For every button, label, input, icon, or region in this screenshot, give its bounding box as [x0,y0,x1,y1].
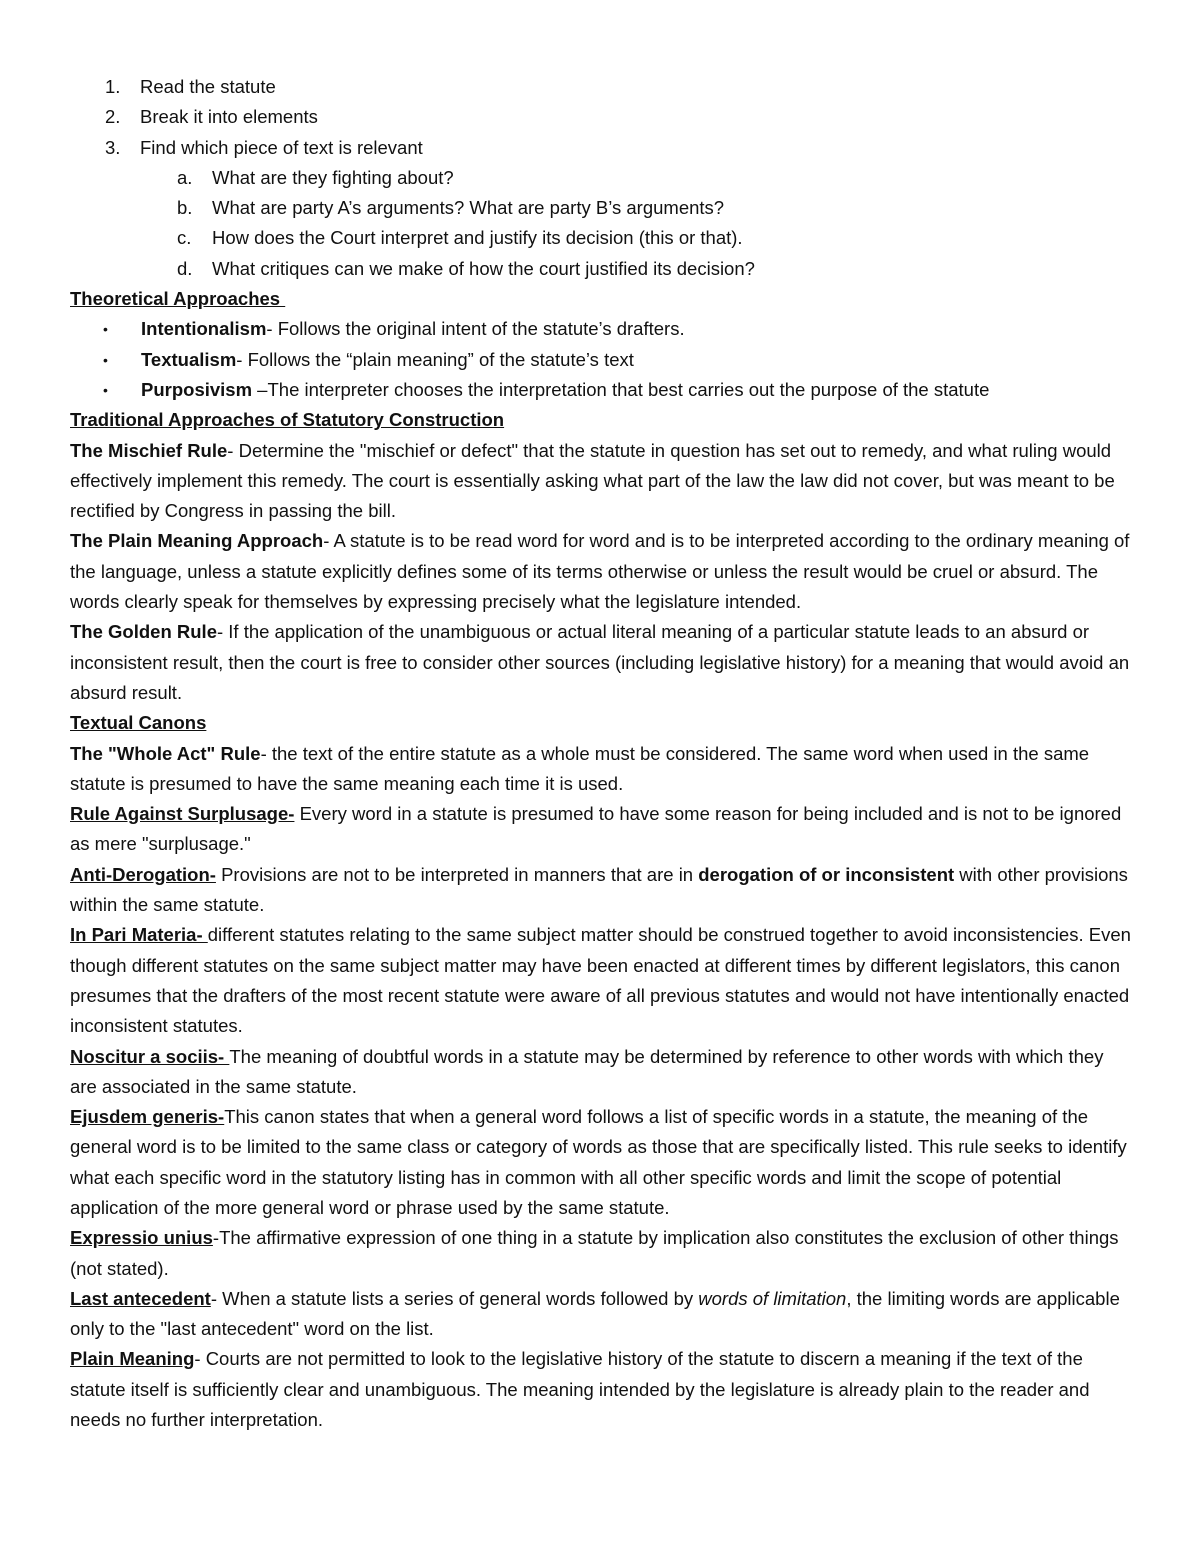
term: In Pari Materia- [70,924,208,946]
list-item-text: What are party A’s arguments? What are party B’s arguments? [212,197,725,219]
definition-bold: derogation of or inconsistent [698,863,955,885]
paragraph-ejusdem-generis [70,1102,1135,1223]
definition-part: with other provisions within the same statute. [70,863,1128,916]
definition: -The affirmative expression of one thing in a statute by implication also constitutes the exclusion of other things (not stated). [70,1227,1119,1279]
definition: - A statute is to be read word for word and is to be interpreted according to the ordinary meaning of the language, unless a statute explicitly defines some of its terms otherwise or unless the result would be cruel or absurd. The words clearly speak for themselves by expressing precisely what the legislature intended. [70,530,1130,613]
term: Anti-Derogation- [70,863,216,885]
definition-part: - When a statute lists a series of general words followed by [210,1287,699,1309]
paragraph-expressio-unius [70,1223,1135,1284]
sub-list-item [70,163,1135,193]
bullet-item [70,345,1135,375]
section-heading-theoretical [70,284,1135,314]
paragraph-mischief-rule [70,436,1135,527]
heading-text: Textual Canons [70,712,207,734]
definition: - Follows the original intent of the statute’s drafters. [266,318,685,340]
definition-part: Provisions are not to be interpreted in manners that are in [215,863,699,885]
term: The Plain Meaning Approach [70,530,324,552]
list-marker: 2. [105,106,121,128]
document-page [70,72,1135,1435]
term: Last antecedent [70,1287,211,1309]
term: Intentionalism [141,318,267,340]
list-marker: c. [177,227,192,249]
list-item-text: Break it into elements [140,106,318,128]
list-marker: b. [177,197,193,219]
list-marker: a. [177,166,193,188]
sub-list-item [70,223,1135,253]
bullet-marker: • [103,321,108,338]
list-item-text: What are they fighting about? [212,166,454,188]
list-item-text: Read the statute [140,76,276,97]
paragraph-whole-act-rule [70,739,1135,800]
term: The "Whole Act" Rule [70,742,261,764]
paragraph-noscitur-a-sociis [70,1042,1135,1103]
term: Rule Against Surplusage- [70,803,295,825]
term: The Mischief Rule [70,439,228,461]
list-item [70,72,1135,102]
definition: - Follows the “plain meaning” of the statute’s text [236,348,634,370]
definition: Every word in a statute is presumed to have some reason for being included and is not to be ignored as mere "surplusage." [70,803,1122,855]
list-marker: d. [177,257,193,279]
term: Plain Meaning [70,1348,195,1370]
term: Textualism [141,348,237,370]
paragraph-anti-derogation [70,860,1135,921]
list-item-text: Find which piece of text is relevant [140,136,423,158]
list-item-text: What critiques can we make of how the court justified its decision? [212,257,755,279]
term: Purposivism [141,378,253,400]
paragraph-rule-against-surplusage [70,799,1135,860]
definition: This canon states that when a general word follows a list of specific words in a statute, the meaning of the general word is to be limited to the same class or category of words as those that are specifically listed. This rule seeks to identify what each specific word in the statutory listing has in common with all other specific words and limit the scope of potential application of the more general word or phrase used by the same statute. [70,1106,1127,1218]
list-item [70,102,1135,132]
term: Expressio unius [70,1227,213,1249]
sub-list-item [70,254,1135,284]
bullet-marker: • [103,381,108,398]
paragraph-golden-rule [70,617,1135,708]
definition-part: , the limiting words are applicable only to the "last antecedent" word on the list. [70,1287,1120,1340]
definition-italic: words of limitation [698,1287,847,1309]
heading-text: Theoretical Approaches [70,288,286,310]
sub-list-item [70,193,1135,223]
definition: - If the application of the unambiguous or actual literal meaning of a particular statute leads to an absurd or inconsistent result, then the court is free to consider other sources (including legislative history) for a meaning that would avoid an absurd result. [70,621,1130,703]
paragraph-last-antecedent [70,1284,1135,1345]
list-item-text: How does the Court interpret and justify its decision (this or that). [212,227,743,249]
bullet-marker: • [103,351,108,368]
definition: different statutes relating to the same subject matter should be construed together to avoid inconsistencies. Even though different statutes on the same subject matter may have been enacted at different times by different legislators, this canon presumes that the drafters of the most recent statute were aware of all previous statutes and would not have intentionally enacted inconsistent statutes. [70,924,1131,1037]
bullet-item [70,375,1135,405]
definition: - the text of the entire statute as a whole must be considered. The same word when used in the same statute is presumed to have the same meaning each time it is used. [70,742,1090,794]
term: Ejusdem generis- [70,1106,225,1128]
list-marker: 1. [105,76,121,97]
bullet-item [70,314,1135,344]
paragraph-plain-meaning-approach [70,526,1135,617]
heading-text: Traditional Approaches of Statutory Construction [70,409,505,431]
definition: The meaning of doubtful words in a statute may be determined by reference to other words with which they are associated in the same statute. [70,1045,1104,1097]
term: The Golden Rule [70,621,217,643]
definition: - Determine the "mischief or defect" that the statute in question has set out to remedy, and what ruling would effectively implement this remedy. The court is essentially asking what part of the law the law did not cover, but was meant to be rectified by Congress in passing the bill. [70,439,1115,522]
section-heading-traditional [70,405,1135,435]
section-heading-textual-canons [70,708,1135,738]
definition: –The interpreter chooses the interpretation that best carries out the purpose of the statute [252,378,990,400]
term: Noscitur a sociis- [70,1045,230,1067]
definition: - Courts are not permitted to look to the legislative history of the statute to discern a meaning if the text of the statute itself is sufficiently clear and unambiguous. The meaning intended by the legislature is already plain to the reader and needs no further interpretation. [70,1348,1090,1431]
list-item [70,133,1135,163]
list-marker: 3. [105,136,121,158]
paragraph-plain-meaning [70,1344,1135,1435]
paragraph-in-pari-materia [70,920,1135,1041]
